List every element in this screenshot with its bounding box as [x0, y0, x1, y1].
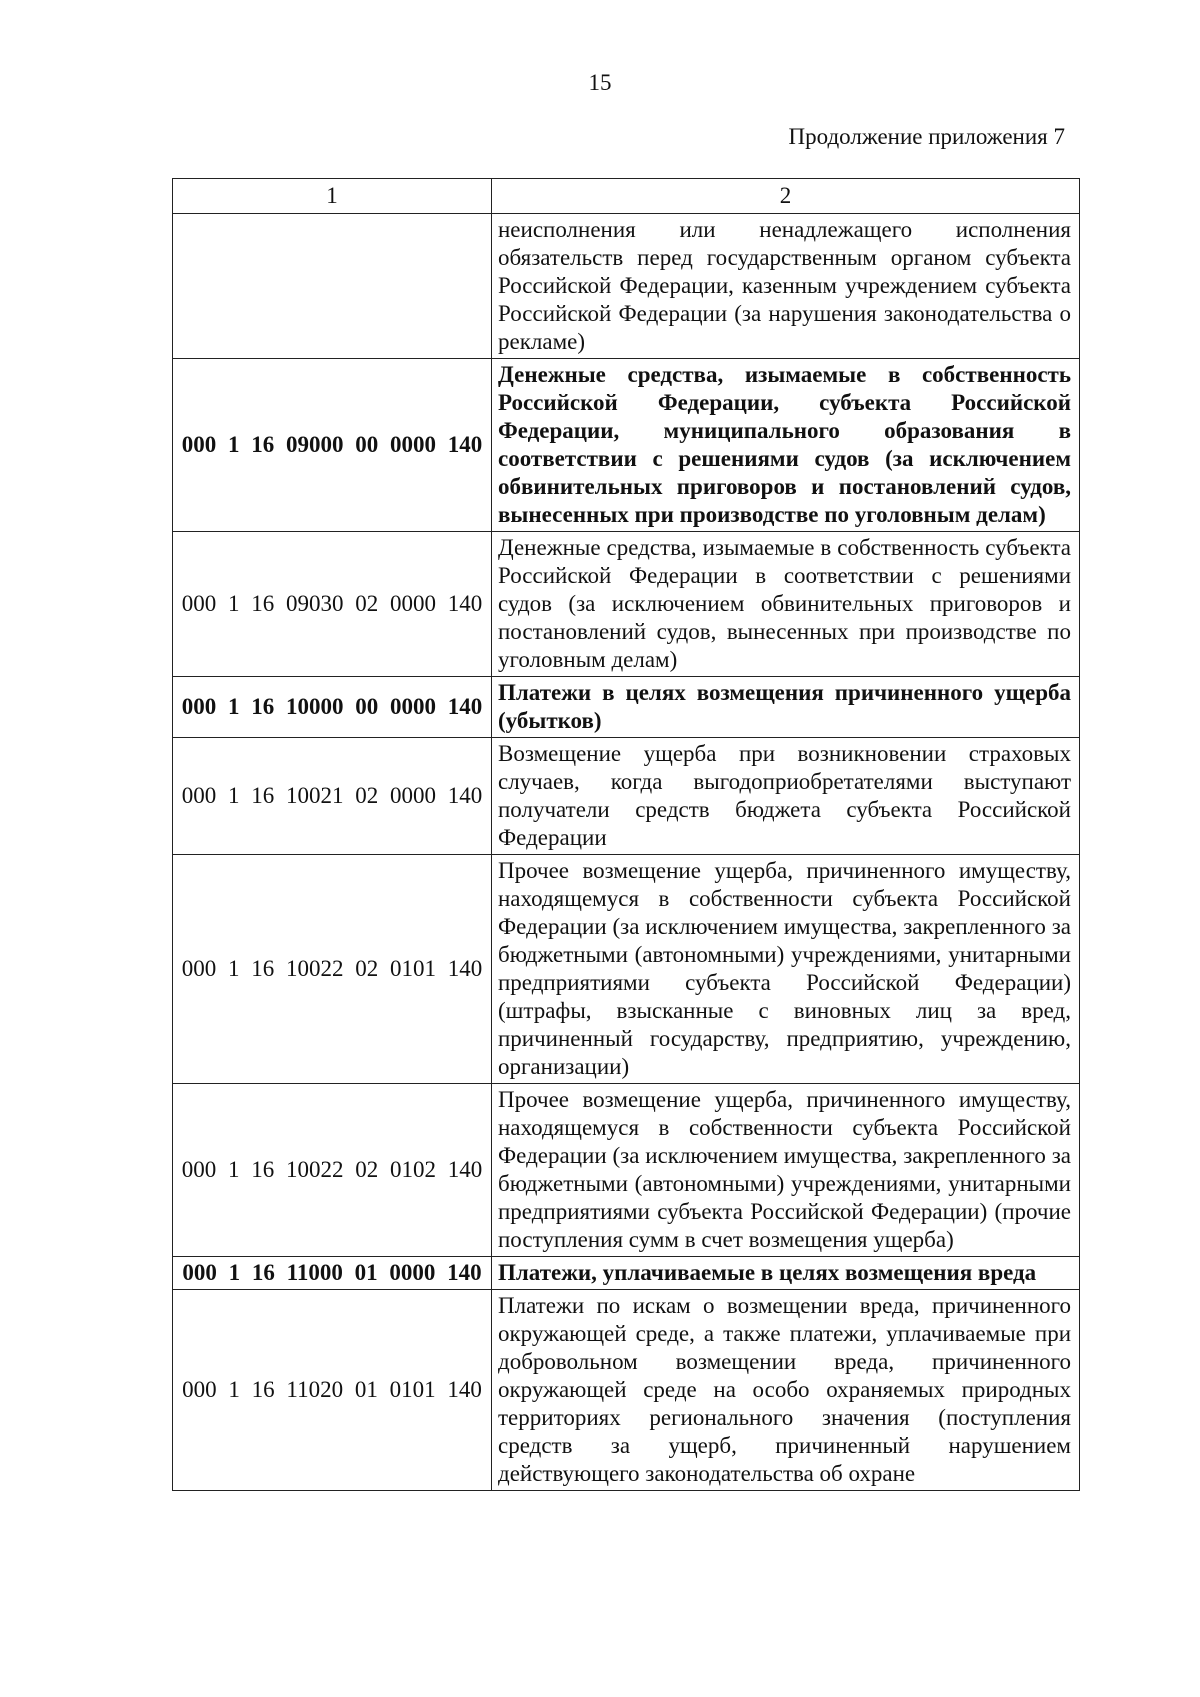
budget-code: 000 1 16 10021 02 0000 140	[173, 738, 492, 855]
budget-code	[173, 214, 492, 359]
budget-code: 000 1 16 10000 00 0000 140	[173, 677, 492, 738]
income-description: Денежные средства, изымаемые в собственность Российской Федерации, субъекта Российской Федерации, муниципального образования в соответствии с решениями судов (за исключением обвинительных приговоров и постановлений судов, вынесенных при производстве по уголовным делам)	[492, 359, 1080, 532]
table-row	[173, 1290, 1080, 1491]
budget-code: 000 1 16 10022 02 0102 140	[173, 1084, 492, 1257]
table-row-group-heading	[173, 677, 1080, 738]
budget-code: 000 1 16 11000 01 0000 140	[173, 1257, 492, 1290]
income-description: Прочее возмещение ущерба, причиненного имуществу, находящемуся в собственности субъекта Российской Федерации (за исключением имущества, закрепленного за бюджетными (автономными) учреждениями, унитарными предприятиями субъекта Российской Федерации) (штрафы, взысканные с виновных лиц за вред, причиненный государству, предприятию, учреждению, организации)	[492, 855, 1080, 1084]
column-header-1: 1	[173, 179, 492, 214]
budget-code: 000 1 16 10022 02 0101 140	[173, 855, 492, 1084]
table-row	[173, 1084, 1080, 1257]
income-description: Платежи в целях возмещения причиненного ущерба (убытков)	[492, 677, 1080, 738]
budget-codes-table	[172, 178, 1080, 1491]
budget-code: 000 1 16 11020 01 0101 140	[173, 1290, 492, 1491]
income-description: Возмещение ущерба при возникновении страховых случаев, когда выгодоприобретателями выступают получатели средств бюджета субъекта Российской Федерации	[492, 738, 1080, 855]
table-row	[173, 855, 1080, 1084]
table-row-group-heading	[173, 359, 1080, 532]
table-header-row	[173, 179, 1080, 214]
column-header-2: 2	[492, 179, 1080, 214]
budget-code: 000 1 16 09030 02 0000 140	[173, 532, 492, 677]
income-description: Платежи, уплачиваемые в целях возмещения вреда	[492, 1257, 1080, 1290]
income-description: Платежи по искам о возмещении вреда, причиненного окружающей среде, а также платежи, уплачиваемые при добровольном возмещении вреда, причиненного окружающей среде на особо охраняемых природных территориях регионального значения (поступления средств за ущерб, причиненный нарушением действующего законодательства об охране	[492, 1290, 1080, 1491]
income-description: неисполнения или ненадлежащего исполнения обязательств перед государственным органом субъекта Российской Федерации, казенным учреждением субъекта Российской Федерации (за нарушения законодательства о рекламе)	[492, 214, 1080, 359]
income-description: Прочее возмещение ущерба, причиненного имуществу, находящемуся в собственности субъекта Российской Федерации (за исключением имущества, закрепленного за бюджетными (автономными) учреждениями, унитарными предприятиями субъекта Российской Федерации) (прочие поступления сумм в счет возмещения ущерба)	[492, 1084, 1080, 1257]
income-description: Денежные средства, изымаемые в собственность субъекта Российской Федерации в соответствии с решениями судов (за исключением обвинительных приговоров и постановлений судов, вынесенных при производстве по уголовным делам)	[492, 532, 1080, 677]
table-row-group-heading	[173, 1257, 1080, 1290]
page-number: 15	[588, 70, 612, 95]
table-row	[173, 532, 1080, 677]
appendix-continuation-label: Продолжение приложения 7	[788, 124, 1065, 149]
table-row	[173, 214, 1080, 359]
budget-code: 000 1 16 09000 00 0000 140	[173, 359, 492, 532]
table-row	[173, 738, 1080, 855]
